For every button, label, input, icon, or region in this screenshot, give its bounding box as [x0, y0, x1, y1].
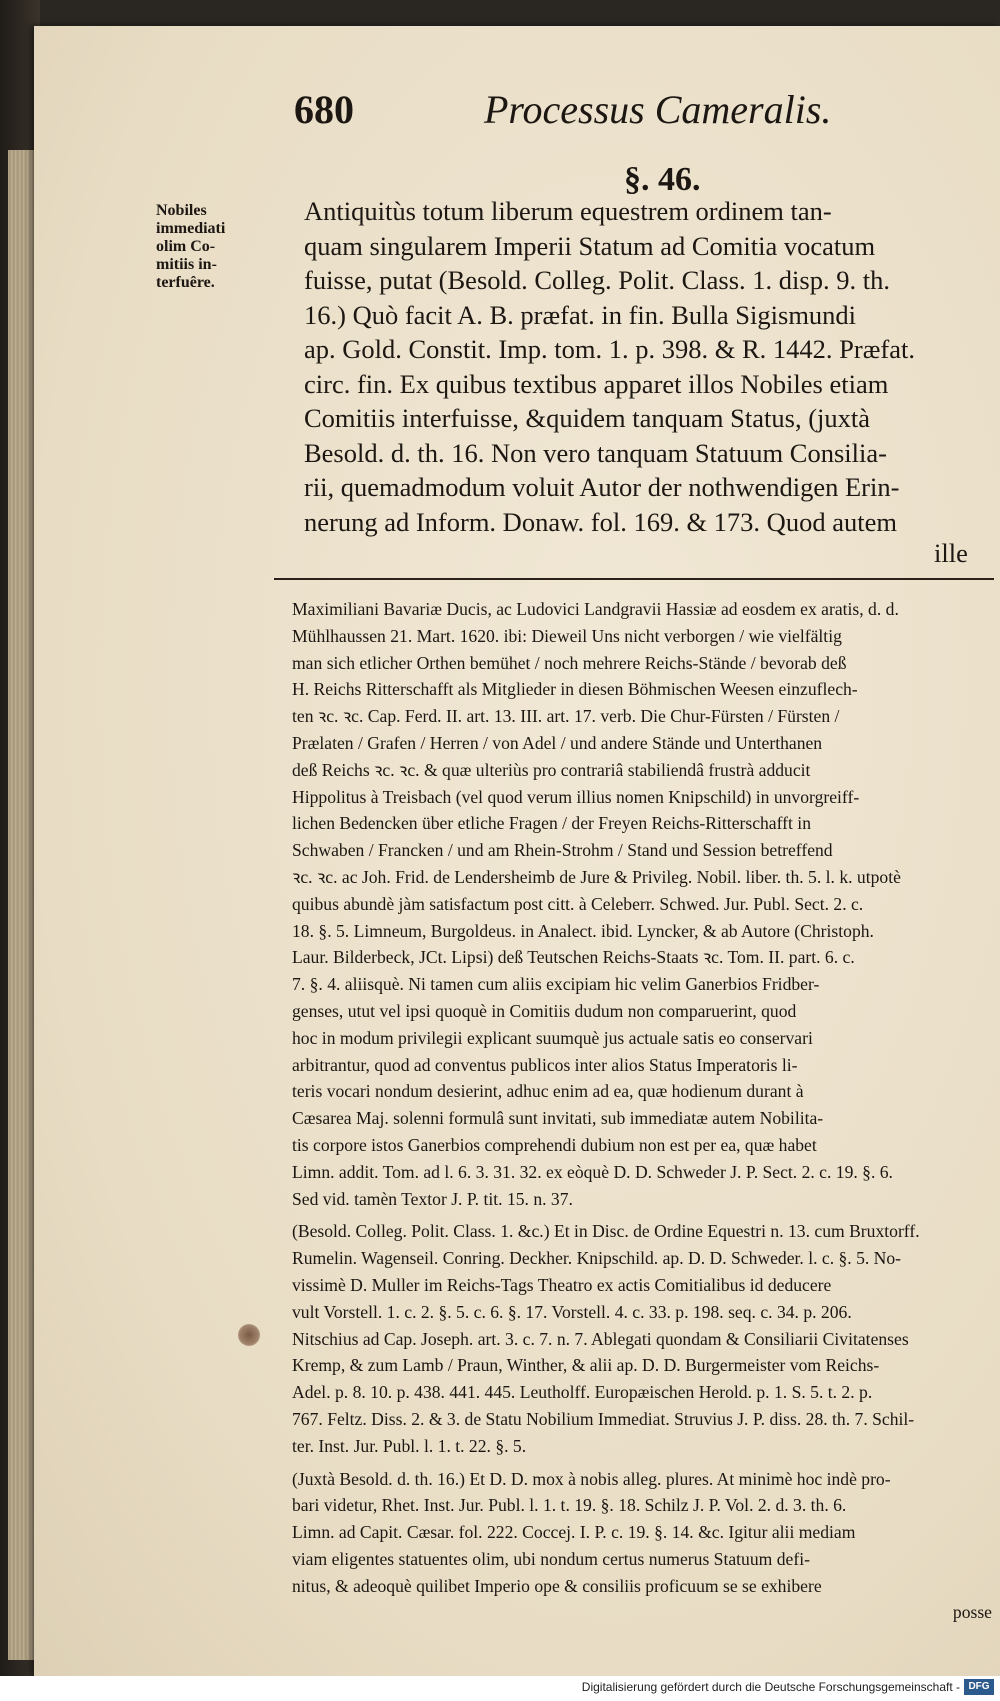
- footnote-line: teris vocari nondum desierint, adhuc enim ad ea, quæ hodienum durant à: [292, 1081, 804, 1102]
- footnote-line: vult Vorstell. 1. c. 2. §. 5. c. 6. §. 17. Vorstell. 4. c. 33. p. 198. seq. c. 34. p. 206.: [292, 1301, 852, 1322]
- marginal-note-line: terfuêre.: [156, 274, 215, 291]
- page-edges: [8, 150, 36, 1660]
- text-line: nerung ad Inform. Donaw. fol. 169. & 173. Quod autem: [304, 506, 897, 537]
- footnote-line: Limn. ad Capit. Cæsar. fol. 222. Coccej. I. P. c. 19. §. 14. &c. Igitur alii mediam: [292, 1522, 856, 1543]
- footnote-line: Limn. addit. Tom. ad l. 6. 3. 31. 32. ex eòquè D. D. Schweder J. P. Sect. 2. c. 19. §. 6.: [292, 1161, 893, 1182]
- footnote-rule: [274, 578, 994, 580]
- footnote-line: nitus, & adeoquè quilibet Imperio ope & consiliis proficuum se se exhibere: [292, 1575, 822, 1596]
- footnote-line: Sed vid. tamèn Textor J. P. tit. 15. n. 37.: [292, 1188, 573, 1209]
- footnote-line: Kremp, & zum Lamb / Praun, Winther, & alii ap. D. D. Burgermeister vom Reichs-: [292, 1355, 880, 1376]
- text-line: fuisse, putat (Besold. Colleg. Polit. Class. 1. disp. 9. th.: [304, 265, 890, 295]
- marginal-note: [156, 202, 236, 292]
- footnote-line: 767. Feltz. Diss. 2. & 3. de Statu Nobilium Immediat. Struvius J. P. diss. 28. th. 7. Schil-: [292, 1408, 915, 1429]
- footnote-line: 18. §. 5. Limneum, Burgoldeus. in Analect. ibid. Lyncker, & ab Autore (Christoph.: [292, 920, 874, 941]
- marginal-note-line: olim Co-: [156, 238, 216, 255]
- footnote-line: man sich etlicher Orthen bemühet / noch mehrere Reichs-Stände / bevorab deß: [292, 652, 847, 673]
- footnote-line: ter. Inst. Jur. Publ. l. 1. t. 22. §. 5.: [292, 1435, 527, 1456]
- section-number: §. 46.: [624, 161, 701, 198]
- footnote-line: deß Reichs ꝛc. ꝛc. & quæ ulteriùs pro contrariâ stabiliendâ frustrà adducit: [292, 759, 811, 780]
- footnote-line: Laur. Bilderbeck, JCt. Lipsi) deß Teutschen Reichs-Staats ꝛc. Tom. II. part. 6. c.: [292, 947, 855, 968]
- footnote-line: hoc in modum privilegii explicant suumquè jus actuale satis eo conservari: [292, 1027, 813, 1048]
- ink-stain: [238, 1324, 260, 1346]
- page-header: [264, 86, 984, 146]
- footnote-line: quibus abundè jàm satisfactum post citt. à Celeberr. Schwed. Jur. Publ. Sect. 2. c.: [292, 893, 864, 914]
- footnote-line: arbitrantur, quod ad conventus publicos inter alios Status Imperatoris li-: [292, 1054, 798, 1075]
- text-line: Antiquitùs totum liberum equestrem ordinem tan-: [304, 196, 832, 226]
- footnote-line: Schwaben / Francken / und am Rhein-Strohm / Stand und Session betreffend: [292, 840, 833, 861]
- footnote-line: Maximiliani Bavariæ Ducis, ac Ludovici Landgravii Hassiæ ad eosdem ex aratis, d. d.: [292, 599, 899, 619]
- marginal-note-line: mitiis in-: [156, 256, 217, 273]
- footnote-line: Nitschius ad Cap. Joseph. art. 3. c. 7. n. 7. Ablegati quondam & Consiliarii Civitatenses: [292, 1328, 909, 1349]
- footnote-line: Mühlhaussen 21. Mart. 1620. ibi: Dieweil Uns nicht verborgen / wie vielfältig: [292, 625, 842, 646]
- footnote-line: Hippolitus à Treisbach (vel quod verum illius nomen Knipschild) in unvorgreiff-: [292, 786, 860, 807]
- digitization-credit: Digitalisierung gefördert durch die Deutsche Forschungsgemeinschaft -: [581, 1680, 960, 1694]
- footnote-catchword: posse: [952, 1602, 992, 1623]
- footnote-line: Adel. p. 8. 10. p. 438. 441. 445. Leutholff. Europæischen Herold. p. 1. S. 5. t. 2. p.: [292, 1382, 873, 1403]
- footnote-line: Cæsarea Maj. solenni formulâ sunt invitati, sub immediatæ autem Nobilita-: [292, 1108, 824, 1129]
- text-line: Comitiis interfuisse, &quidem tanquam Status, (juxtà: [304, 403, 871, 433]
- footnotes: [292, 596, 992, 1626]
- footnote-line: ꝛc. ꝛc. ac Joh. Frid. de Lendersheimb de Jure & Privileg. Nobil. liber. th. 5. l. k. utpotè: [292, 866, 901, 887]
- footnote-line: (Besold. Colleg. Polit. Class. 1. &c.) Et in Disc. de Ordine Equestri n. 13. cum Bruxtorff.: [292, 1221, 920, 1242]
- footnote-line: Rumelin. Wagenseil. Conring. Deckher. Knipschild. ap. D. D. Schweder. l. c. §. 5. No-: [292, 1248, 902, 1269]
- text-line: ap. Gold. Constit. Imp. tom. 1. p. 398. & R. 1442. Præfat.: [304, 334, 915, 364]
- footnote-line: vissimè D. Muller im Reichs-Tags Theatro ex actis Comitialibus id deducere: [292, 1274, 832, 1295]
- text-line: 16.) Quò facit A. B. præfat. in fin. Bulla Sigismundi: [304, 299, 857, 330]
- footnote-line: H. Reichs Ritterschafft als Mitglieder in diesen Böhmischen Weesen einzuflech-: [292, 679, 858, 700]
- running-title: Processus Cameralis.: [484, 87, 832, 132]
- catchword: ille: [934, 538, 968, 568]
- book-page: [34, 26, 1000, 1676]
- main-text: [304, 194, 994, 539]
- footnote-line: ten ꝛc. ꝛc. Cap. Ferd. II. art. 13. III. art. 17. verb. Die Chur-Fürsten / Fürsten /: [292, 706, 840, 727]
- footnote-line: (Juxtà Besold. d. th. 16.) Et D. D. mox à nobis alleg. plures. At minimè hoc indè pro-: [292, 1468, 891, 1489]
- text-line: Besold. d. th. 16. Non vero tanquam Statuum Consilia-: [304, 437, 887, 468]
- footnote-line: lichen Bedencken über etliche Fragen / der Freyen Reichs-Ritterschafft in: [292, 813, 811, 834]
- page-number: 680: [294, 87, 354, 132]
- footnote-line: tis corpore istos Ganerbios comprehendi dubium non est per ea, quæ habet: [292, 1134, 817, 1155]
- dfg-logo-icon: DFG: [964, 1679, 994, 1695]
- text-line: rii, quemadmodum voluit Autor der nothwendigen Erin-: [304, 472, 900, 502]
- marginal-note-line: immediati: [156, 220, 226, 237]
- footnote-line: genses, utut vel ipsi quoquè in Comitiis dudum non comparuerint, quod: [292, 1000, 797, 1021]
- footnote-line: bari videtur, Rhet. Inst. Jur. Publ. l. 1. t. 19. §. 18. Schilz J. P. Vol. 2. d. 3. th. 6.: [292, 1495, 847, 1516]
- text-line: circ. fin. Ex quibus textibus apparet illos Nobiles etiam: [304, 368, 889, 399]
- footnote-line: viam eligentes statuentes olim, ubi nondum certus numerus Statuum defi-: [292, 1548, 810, 1569]
- footnote-line: 7. §. 4. aliisquè. Ni tamen cum aliis excipiam hic velim Ganerbios Fridber-: [292, 974, 820, 995]
- footnote-line: Prælaten / Grafen / Herren / von Adel / und andere Stände und Unterthanen: [292, 732, 823, 753]
- marginal-note-line: Nobiles: [156, 202, 207, 219]
- text-line: quam singularem Imperii Statum ad Comitia vocatum: [304, 230, 876, 261]
